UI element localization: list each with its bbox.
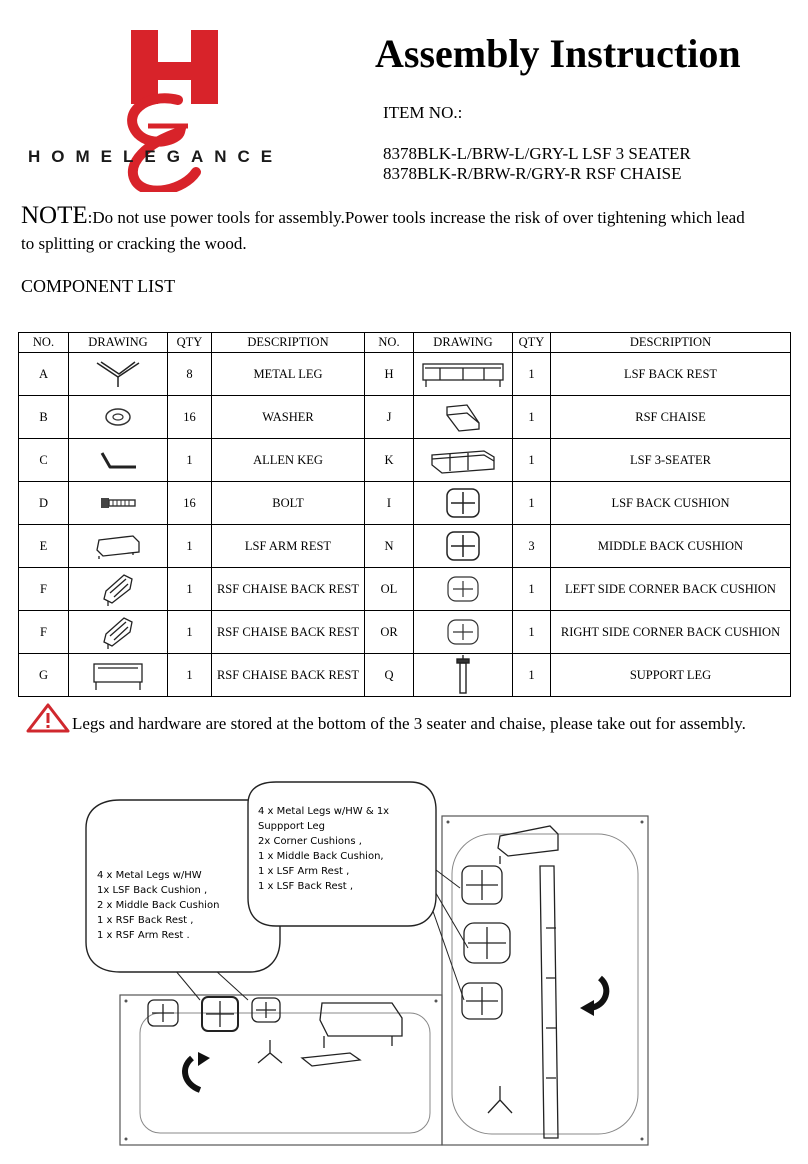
cell-qty: 16	[168, 482, 212, 525]
cell-qty: 1	[168, 654, 212, 697]
brand-wordmark: HOMELEGANCE	[28, 147, 284, 166]
cell-qty: 1	[168, 568, 212, 611]
document-title: Assembly Instruction	[375, 31, 741, 76]
warning-text: Legs and hardware are stored at the bottom of the 3 seater and chaise, please take out for assembly.	[72, 714, 746, 733]
warning-triangle-icon	[26, 703, 70, 744]
cell-description: ALLEN KEG	[212, 439, 365, 482]
table-row	[19, 482, 791, 525]
cell-no: N	[365, 525, 414, 568]
drawing-cell	[414, 353, 513, 396]
three-seater-icon	[414, 445, 512, 475]
cell-qty: 1	[168, 611, 212, 654]
table-row	[19, 396, 791, 439]
cell-description: LSF ARM REST	[212, 525, 365, 568]
table-row	[19, 439, 791, 482]
bolt-icon	[69, 495, 167, 511]
table-header-row	[19, 333, 791, 353]
cell-no: OL	[365, 568, 414, 611]
header-qty: QTY	[513, 333, 551, 353]
table-row	[19, 654, 791, 697]
corner-cushion-icon	[414, 572, 512, 606]
component-table	[18, 332, 791, 697]
note-paragraph	[21, 203, 761, 257]
chaise-back-rest-icon	[69, 614, 167, 650]
callout-line: 2 x Middle Back Cushion	[97, 900, 220, 911]
drawing-cell	[69, 654, 168, 697]
support-leg-icon	[414, 655, 512, 695]
header-qty: QTY	[168, 333, 212, 353]
drawing-cell	[69, 611, 168, 654]
cell-qty: 1	[513, 568, 551, 611]
drawing-cell	[69, 396, 168, 439]
cell-qty: 1	[513, 353, 551, 396]
cell-qty: 1	[513, 654, 551, 697]
note-text: :Do not use power tools for assembly.Power tools increase the risk of over tightening which lead to splitting or cracking the wood.	[21, 208, 745, 253]
cell-description: WASHER	[212, 396, 365, 439]
header-drawing: DRAWING	[69, 333, 168, 353]
cell-qty: 1	[513, 611, 551, 654]
cell-qty: 1	[513, 482, 551, 525]
drawing-cell	[414, 525, 513, 568]
table-row	[19, 611, 791, 654]
cell-no: E	[19, 525, 69, 568]
item-no-label: ITEM NO.:	[383, 103, 463, 122]
callout-line: 1 x LSF Arm Rest ,	[258, 866, 350, 877]
callout-line: 1 x Middle Back Cushion,	[258, 851, 384, 862]
arm-rest-icon	[69, 532, 167, 560]
callout-line: 4 x Metal Legs w/HW	[97, 870, 202, 881]
cell-qty: 3	[513, 525, 551, 568]
drawing-cell	[414, 396, 513, 439]
cell-no: G	[19, 654, 69, 697]
cell-description: LSF 3-SEATER	[551, 439, 791, 482]
cell-description: SUPPORT LEG	[551, 654, 791, 697]
cushion-icon	[414, 485, 512, 521]
metal-leg-icon	[69, 359, 167, 389]
cell-qty: 1	[513, 396, 551, 439]
cell-description: MIDDLE BACK CUSHION	[551, 525, 791, 568]
homelegance-logo	[28, 22, 328, 192]
callout-line: 4 x Metal Legs w/HW & 1x	[258, 806, 390, 817]
cushion-icon	[414, 528, 512, 564]
cell-no: OR	[365, 611, 414, 654]
cell-qty: 1	[168, 525, 212, 568]
header-description: DESCRIPTION	[551, 333, 791, 353]
cell-description: LEFT SIDE CORNER BACK CUSHION	[551, 568, 791, 611]
cell-qty: 1	[513, 439, 551, 482]
cell-description: RSF CHAISE BACK REST	[212, 611, 365, 654]
washer-icon	[69, 406, 167, 428]
item-line-2: 8378BLK-R/BRW-R/GRY-R RSF CHAISE	[383, 164, 682, 183]
item-line-1: 8378BLK-L/BRW-L/GRY-L LSF 3 SEATER	[383, 144, 691, 163]
callout-line: 1 x LSF Back Rest ,	[258, 881, 354, 892]
corner-cushion-icon	[414, 615, 512, 649]
callout-line: 1x LSF Back Cushion ,	[97, 885, 208, 896]
table-row	[19, 353, 791, 396]
drawing-cell	[414, 568, 513, 611]
header-description: DESCRIPTION	[212, 333, 365, 353]
frame-back-rest-icon	[69, 658, 167, 692]
header-no: NO.	[19, 333, 69, 353]
cell-no: J	[365, 396, 414, 439]
callout-line: 1 x RSF Back Rest ,	[97, 915, 194, 926]
cell-description: METAL LEG	[212, 353, 365, 396]
callout-line: 1 x RSF Arm Rest .	[97, 930, 190, 941]
cell-no: D	[19, 482, 69, 525]
cell-description: RSF CHAISE	[551, 396, 791, 439]
callout-line: Suppport Leg	[258, 821, 325, 832]
drawing-cell	[69, 568, 168, 611]
drawing-cell	[69, 439, 168, 482]
cell-no: A	[19, 353, 69, 396]
drawing-cell	[69, 353, 168, 396]
cell-description: RSF CHAISE BACK REST	[212, 568, 365, 611]
right-storage-callout	[258, 804, 389, 894]
cell-description: BOLT	[212, 482, 365, 525]
cell-no: H	[365, 353, 414, 396]
cell-no: B	[19, 396, 69, 439]
drawing-cell	[414, 482, 513, 525]
table-row	[19, 525, 791, 568]
cell-qty: 8	[168, 353, 212, 396]
drawing-cell	[414, 611, 513, 654]
callout-line: 2x Corner Cushions ,	[258, 836, 362, 847]
drawing-cell	[69, 482, 168, 525]
cell-description: RSF CHAISE BACK REST	[212, 654, 365, 697]
cell-qty: 1	[168, 439, 212, 482]
header-drawing: DRAWING	[414, 333, 513, 353]
table-row	[19, 568, 791, 611]
cell-no: Q	[365, 654, 414, 697]
allen-key-icon	[69, 449, 167, 471]
chaise-icon	[414, 401, 512, 433]
cell-no: I	[365, 482, 414, 525]
left-storage-callout	[97, 868, 219, 943]
cell-description: LSF BACK CUSHION	[551, 482, 791, 525]
drawing-cell	[414, 654, 513, 697]
note-label: NOTE	[21, 202, 88, 229]
cell-description: LSF BACK REST	[551, 353, 791, 396]
drawing-cell	[414, 439, 513, 482]
drawing-cell	[69, 525, 168, 568]
cell-qty: 16	[168, 396, 212, 439]
cell-description: RIGHT SIDE CORNER BACK CUSHION	[551, 611, 791, 654]
back-rest-icon	[414, 360, 512, 388]
warning-paragraph	[26, 703, 786, 744]
component-list-title: COMPONENT LIST	[21, 276, 176, 296]
cell-no: F	[19, 611, 69, 654]
header-no: NO.	[365, 333, 414, 353]
cell-no: F	[19, 568, 69, 611]
cell-no: C	[19, 439, 69, 482]
chaise-back-rest-icon	[69, 571, 167, 607]
cell-no: K	[365, 439, 414, 482]
